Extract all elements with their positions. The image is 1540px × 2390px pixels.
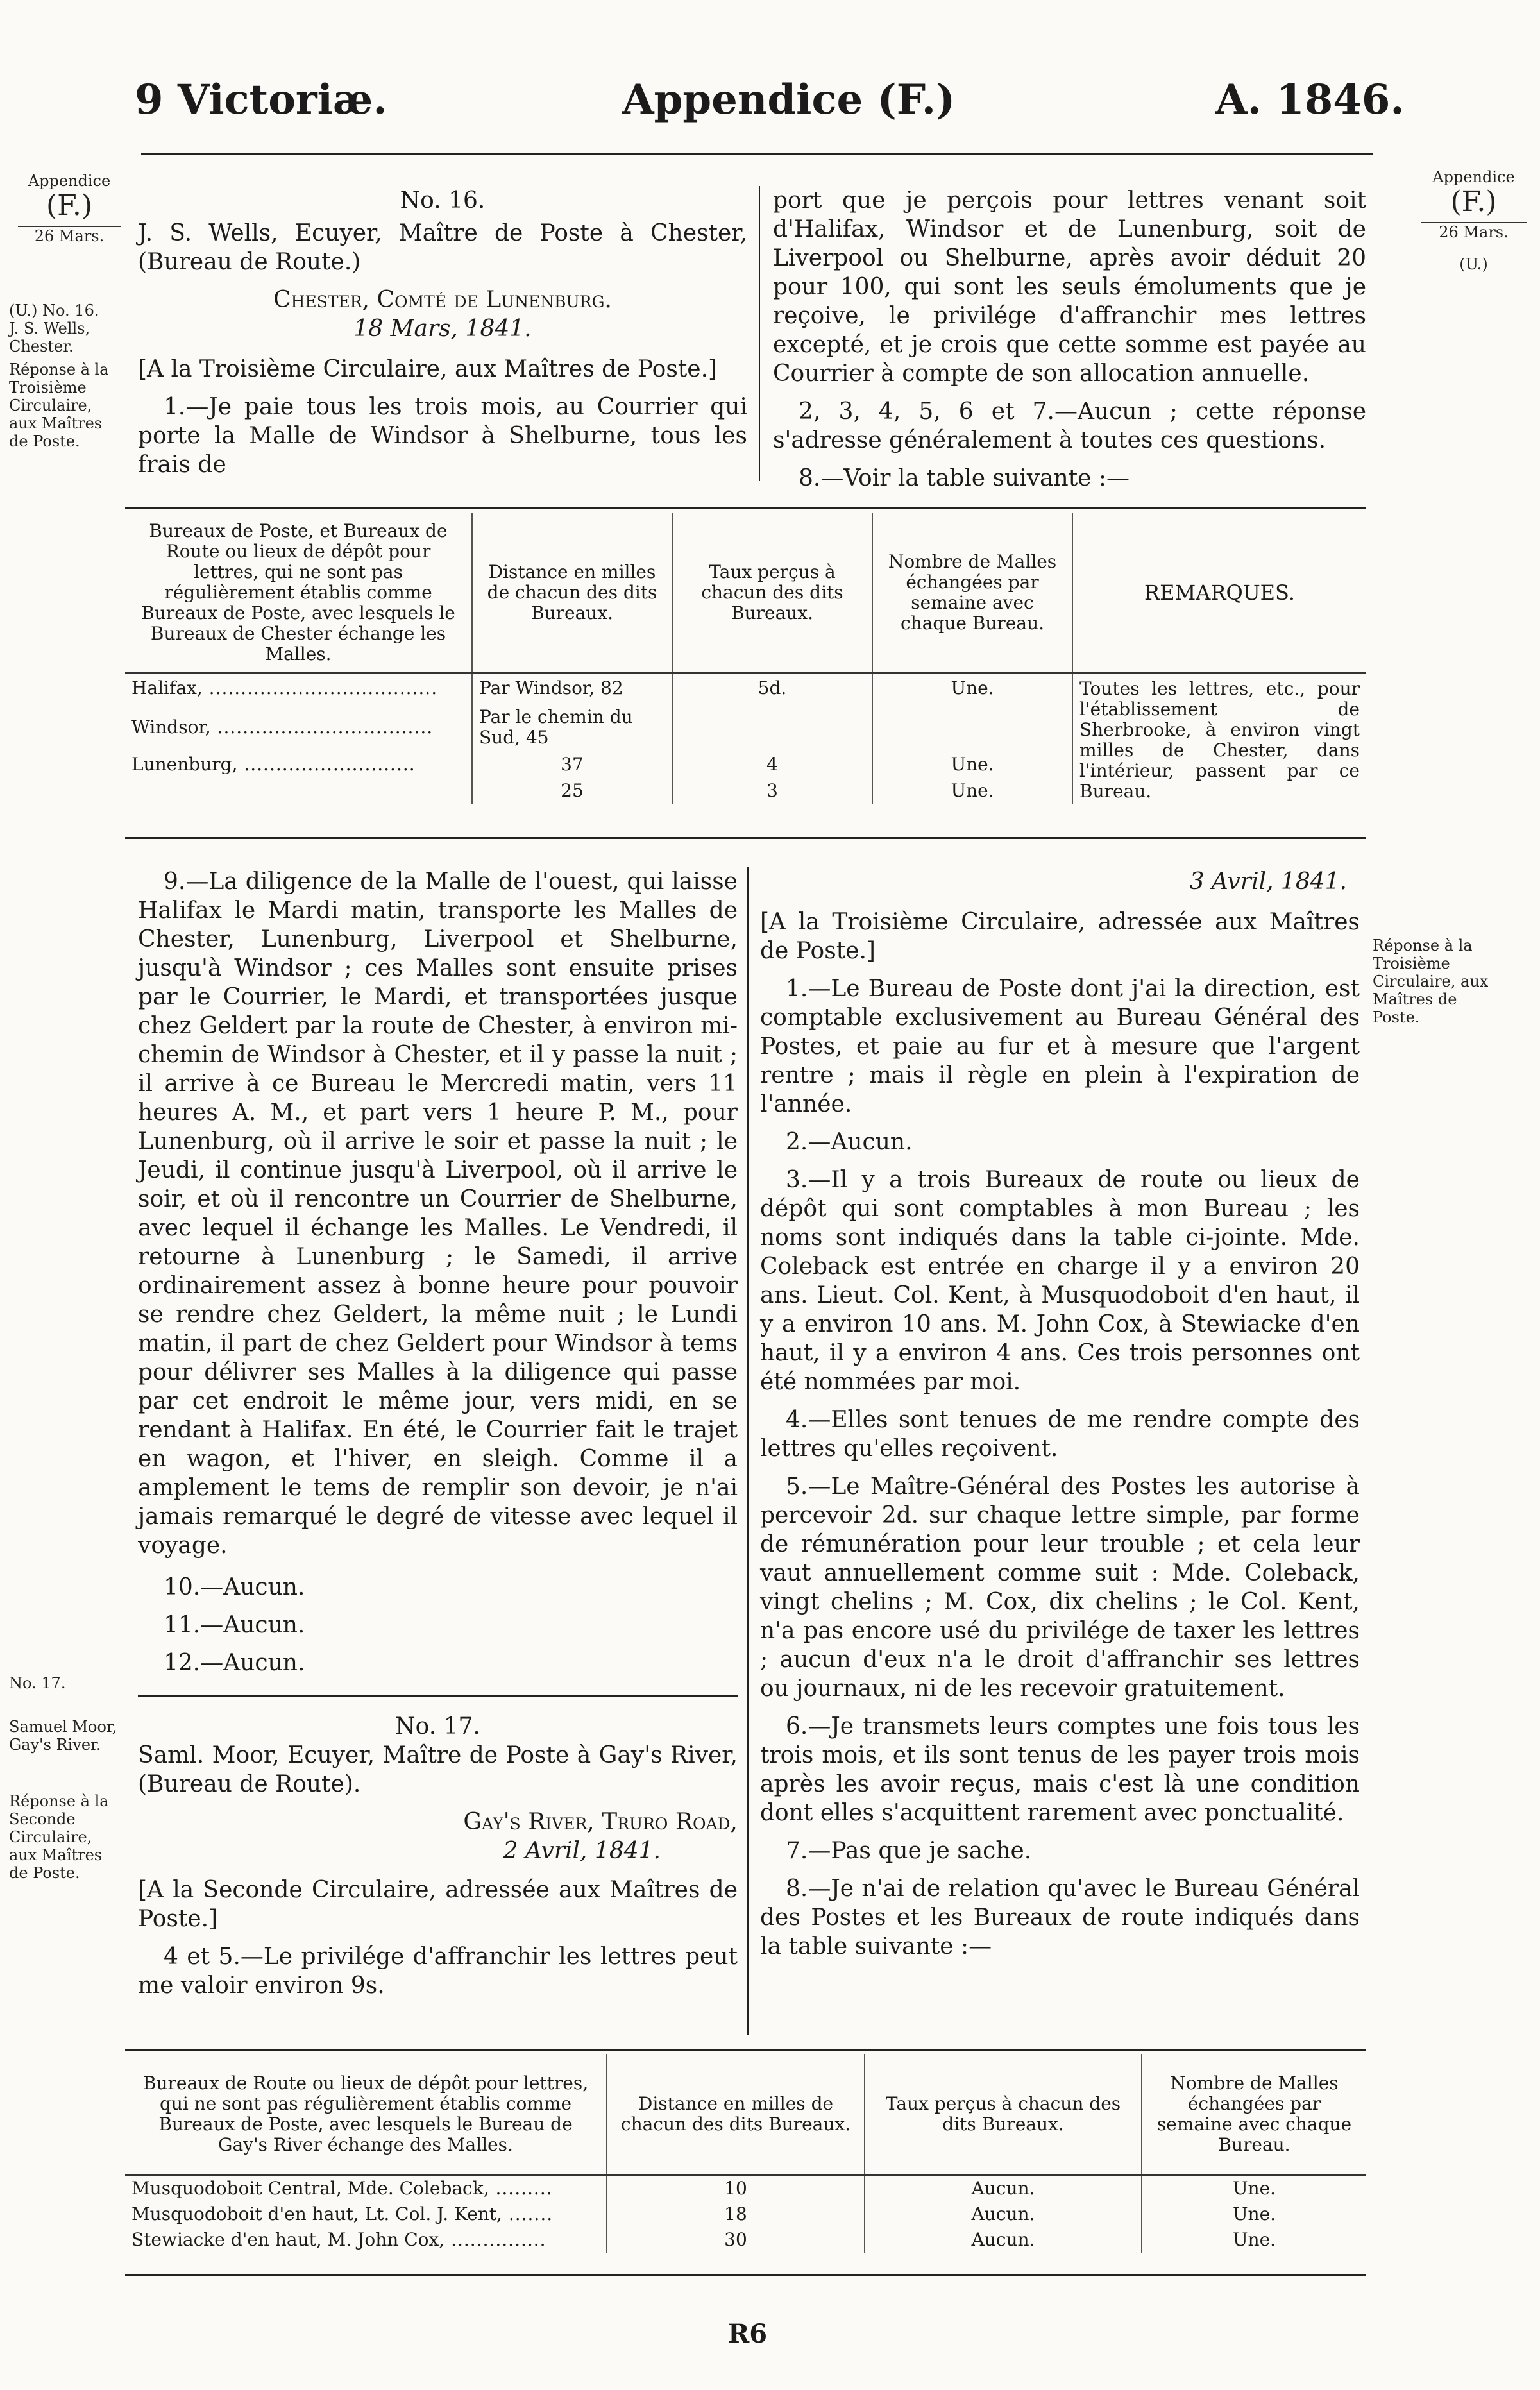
section-divider — [138, 1695, 738, 1697]
table2-cell-distance: 30 — [607, 2227, 865, 2253]
table2-top-rule — [125, 2049, 1366, 2051]
section-17-addressee: Saml. Moor, Ecuyer, Maître de Poste à Gay's River, (Bureau de Route). — [138, 1742, 738, 1797]
section-16-addressee: J. S. Wells, Ecuyer, Maître de Poste à Chester, (Bureau de Route.) — [138, 220, 747, 275]
header-rule — [141, 153, 1373, 155]
table1-cell-taux: 3 — [672, 778, 872, 804]
table1-cell-distance: 25 — [472, 778, 672, 804]
table2-header-distance: Distance en milles de chacun des dits Bureaux. — [607, 2054, 865, 2175]
table-gays-river — [125, 2054, 1366, 2253]
table1-cell-nombre: Une. — [872, 673, 1072, 704]
section-16-p1: 1.—Je paie tous les trois mois, au Courrier qui porte la Malle de Windsor à Shelburne, tous les frais de — [138, 394, 747, 478]
table1-cell-nombre: Une. — [872, 751, 1072, 777]
section-16-p1-continued: port que je perçois pour lettres venant soit d'Halifax, Windsor et de Lunenburg, soit de Liverpool ou Shelburne, après avoir déduit 20 pour 100, qui sont les seuls émoluments que je reçoive, le privilége d'affranchir mes lettres excepté, et je crois que cette somme est payée au Courrier à compte de son allocation annuelle. — [773, 187, 1366, 387]
table1-remarks: Toutes les lettres, etc., pour l'établissement de Sherbrooke, à environ vingt milles de Chester, dans l'intérieur, passent par ce Bureau. — [1072, 673, 1366, 804]
right-date: 3 Avril, 1841. — [1189, 869, 1347, 895]
section-16-p2: 2, 3, 4, 5, 6 et 7.—Aucun ; cette réponse s'adresse généralement à toutes ces questions. — [773, 398, 1366, 453]
section-16-right — [773, 186, 1366, 502]
table-row — [125, 778, 472, 804]
table2-cell-taux: Aucun. — [865, 2227, 1142, 2253]
table1-cell-distance: Par Windsor, 82 — [472, 673, 672, 704]
right-paragraph-7: 7.—Pas que je sache. — [786, 1838, 1032, 1864]
table-row: Stewiacke d'en haut, M. John Cox, ............... — [131, 2229, 546, 2250]
table2-cell-distance: 18 — [607, 2201, 865, 2227]
table1-cell-taux: 5d. — [672, 673, 872, 704]
table2-header-nombre: Nombre de Malles échangées par semaine avec chaque Bureau. — [1142, 2054, 1366, 2175]
table2-cell-nombre: Une. — [1142, 2201, 1366, 2227]
margin-left-no16: (U.) No. 16. J. S. Wells, Chester. Réponse à la Troisième Circulaire, aux Maîtres de Poste. — [9, 301, 109, 450]
table1-cell-taux — [672, 704, 872, 752]
right-column — [760, 867, 1360, 1970]
section-17-circular: [A la Seconde Circulaire, adressée aux Maîtres de Poste.] — [138, 1877, 738, 1932]
table1-cell-taux: 4 — [672, 751, 872, 777]
section-17-date: 2 Avril, 1841. — [503, 1838, 661, 1864]
table2-cell-taux: Aucun. — [865, 2175, 1142, 2201]
section-16-circular: [A la Troisième Circulaire, aux Maîtres de Poste.] — [138, 356, 718, 382]
header-left: 9 Victoriæ. — [135, 76, 387, 124]
margin-right-appendix: Appendice (F.) 26 Mars. (U.) — [1414, 168, 1533, 273]
table1-header-bureaux: Bureaux de Poste, et Bureaux de Route ou lieux de dépôt pour lettres, qui ne sont pas régulièrement établis comme Bureaux de Poste, avec lesquels le Bureaux de Chester échange les Malles. — [125, 513, 472, 673]
margin-left-no17: No. 17. Samuel Moor, Gay's River. Réponse à la Seconde Circulaire, aux Maîtres de Poste. — [9, 1674, 117, 1882]
table1-header-distance: Distance en milles de chacun des dits Bureaux. — [472, 513, 672, 673]
table1-cell-distance: Par le chemin du Sud, 45 — [472, 704, 672, 752]
header-right: A. 1846. — [1215, 76, 1405, 124]
table-row: Halifax, .................................... — [131, 677, 438, 699]
section-16-place: Chester, Comté de Lunenburg. — [273, 287, 612, 313]
section-16-number: No. 16. — [400, 187, 486, 214]
table-row: Lunenburg, ........................... — [131, 753, 416, 775]
column-divider-middle — [747, 867, 749, 2035]
table1-bottom-rule — [125, 837, 1366, 839]
table1-header-nombre: Nombre de Malles échangées par semaine avec chaque Bureau. — [872, 513, 1072, 673]
section-16-left — [138, 186, 747, 488]
right-circular: [A la Troisième Circulaire, adressée aux Maîtres de Poste.] — [760, 909, 1360, 964]
table2-bottom-rule — [125, 2274, 1366, 2276]
table2-header-taux: Taux perçus à chacun des dits Bureaux. — [865, 2054, 1142, 2175]
table-chester — [125, 513, 1366, 804]
paragraph-9: 9.—La diligence de la Malle de l'ouest, qui laisse Halifax le Mardi matin, transporte les Malles de Chester, Lunenburg, Liverpool et Shelburne, jusqu'à Windsor ; ces Malles sont ensuite prises par le Courrier, le Mardi, et transportées jusque chez Geldert par la route de Chester, à environ mi-chemin de Windsor à Chester, et il y passe la nuit ; il arrive à ce Bureau le Mercredi matin, vers 11 heures A. M., et part vers 1 heure P. M., pour Lunenburg, où il arrive le soir et passe la nuit ; le Jeudi, il continue jusqu'à Liverpool, où il arrive le soir, et où il rencontre un Courrier de Shelburne, avec lequel il échange les Malles. Le Vendredi, il retourne à Lunenburg ; le Samedi, il arrive ordinairement assez à bonne heure pour pouvoir se rendre chez Geldert, la même nuit ; le Lundi matin, il part de chez Geldert pour Windsor à tems pour délivrer ses Malles à la diligence qui passe par cet endroit le même jour, vers midi, en se rendant à Halifax. En été, le Courrier fait le trajet en wagon, et l'hiver, en sleigh. Comme il a amplement le tems de remplir son devoir, je n'ai jamais remarqué le degré de vitesse avec lequel il voyage. — [138, 869, 738, 1559]
paragraph-11: 11.—Aucun. — [164, 1612, 305, 1638]
right-paragraph-8: 8.—Je n'ai de relation qu'avec le Bureau Général des Postes et les Bureaux de route indiqués dans la table suivante :— — [760, 1876, 1360, 1960]
table1-cell-nombre — [872, 704, 1072, 752]
right-paragraph-6: 6.—Je transmets leurs comptes une fois tous les trois mois, et ils sont tenus de les payer trois mois après les avoir reçus, mais c'est là une condition dont elles s'acquittent rarement avec ponctualité. — [760, 1713, 1360, 1826]
right-paragraph-5: 5.—Le Maître-Général des Postes les autorise à percevoir 2d. sur chaque lettre simple, par forme de rémunération pour leur trouble ; et cela leur vaut annuellement comme suit : Mde. Coleback, vingt chelins ; M. Cox, dix chelins ; le Col. Kent, n'a pas encore usé du privilége de taxer les lettres ; aucun d'eux n'a le droit d'affranchir ses lettres ou journaux, ni de les recevoir gratuitement. — [760, 1473, 1360, 1702]
table1-header-taux: Taux perçus à chacun des dits Bureaux. — [672, 513, 872, 673]
table-row: Musquodoboit Central, Mde. Coleback, ......... — [131, 2178, 553, 2199]
table1-cell-nombre: Une. — [872, 778, 1072, 804]
right-paragraph-2: 2.—Aucun. — [786, 1129, 913, 1155]
page-number: R6 — [728, 2319, 768, 2349]
right-paragraph-1: 1.—Le Bureau de Poste dont j'ai la direction, est comptable exclusivement au Bureau Général des Postes, et paie au fur et à mesure que l'argent rentre ; mais il règle en plein à l'expiration de l'année. — [760, 976, 1360, 1117]
table2-cell-nombre: Une. — [1142, 2227, 1366, 2253]
table2-header-bureaux: Bureaux de Route ou lieux de dépôt pour lettres, qui ne sont pas régulièrement établis comme Bureaux de Poste, avec lesquels le Bureau de Gay's River échange des Malles. — [125, 2054, 607, 2175]
header-center: Appendice (F.) — [622, 76, 956, 124]
section-17-p45: 4 et 5.—Le privilége d'affranchir les lettres peut me valoir environ 9s. — [138, 1944, 738, 1999]
table1-header-remarques: REMARQUES. — [1072, 513, 1366, 673]
section-16-date: 18 Mars, 1841. — [353, 316, 532, 342]
column-divider-top — [759, 186, 760, 481]
table1-cell-distance: 37 — [472, 751, 672, 777]
left-column — [138, 867, 738, 2009]
margin-left-appendix: Appendice (F.) 26 Mars. — [12, 172, 127, 245]
right-paragraph-4: 4.—Elles sont tenues de me rendre compte des lettres qu'elles reçoivent. — [760, 1407, 1360, 1462]
table1-top-rule — [125, 507, 1366, 509]
table-row: Windsor, .................................. — [131, 716, 434, 738]
section-17-place: Gay's River, Truro Road, — [463, 1809, 738, 1835]
right-paragraph-3: 3.—Il y a trois Bureaux de route ou lieux de dépôt qui sont comptables à mon Bureau ; les noms sont indiqués dans la table ci-jointe. Mde. Coleback est entrée en charge il y a environ 20 ans. Lieut. Col. Kent, à Musquodoboit d'en haut, il y a environ 10 ans. M. John Cox, à Stewiacke d'en haut, il y a environ 4 ans. Ces trois personnes ont été nommées par moi. — [760, 1167, 1360, 1395]
margin-right-reponse: Réponse à la Troisième Circulaire, aux Maîtres de Poste. — [1373, 937, 1489, 1026]
section-16-p8: 8.—Voir la table suivante :— — [799, 465, 1130, 491]
table2-cell-taux: Aucun. — [865, 2201, 1142, 2227]
table-row: Musquodoboit d'en haut, Lt. Col. J. Kent, ....... — [131, 2203, 554, 2225]
paragraph-12: 12.—Aucun. — [164, 1650, 305, 1676]
table2-cell-nombre: Une. — [1142, 2175, 1366, 2201]
table2-cell-distance: 10 — [607, 2175, 865, 2201]
paragraph-10: 10.—Aucun. — [164, 1574, 305, 1600]
section-17-number: No. 17. — [395, 1713, 480, 1740]
